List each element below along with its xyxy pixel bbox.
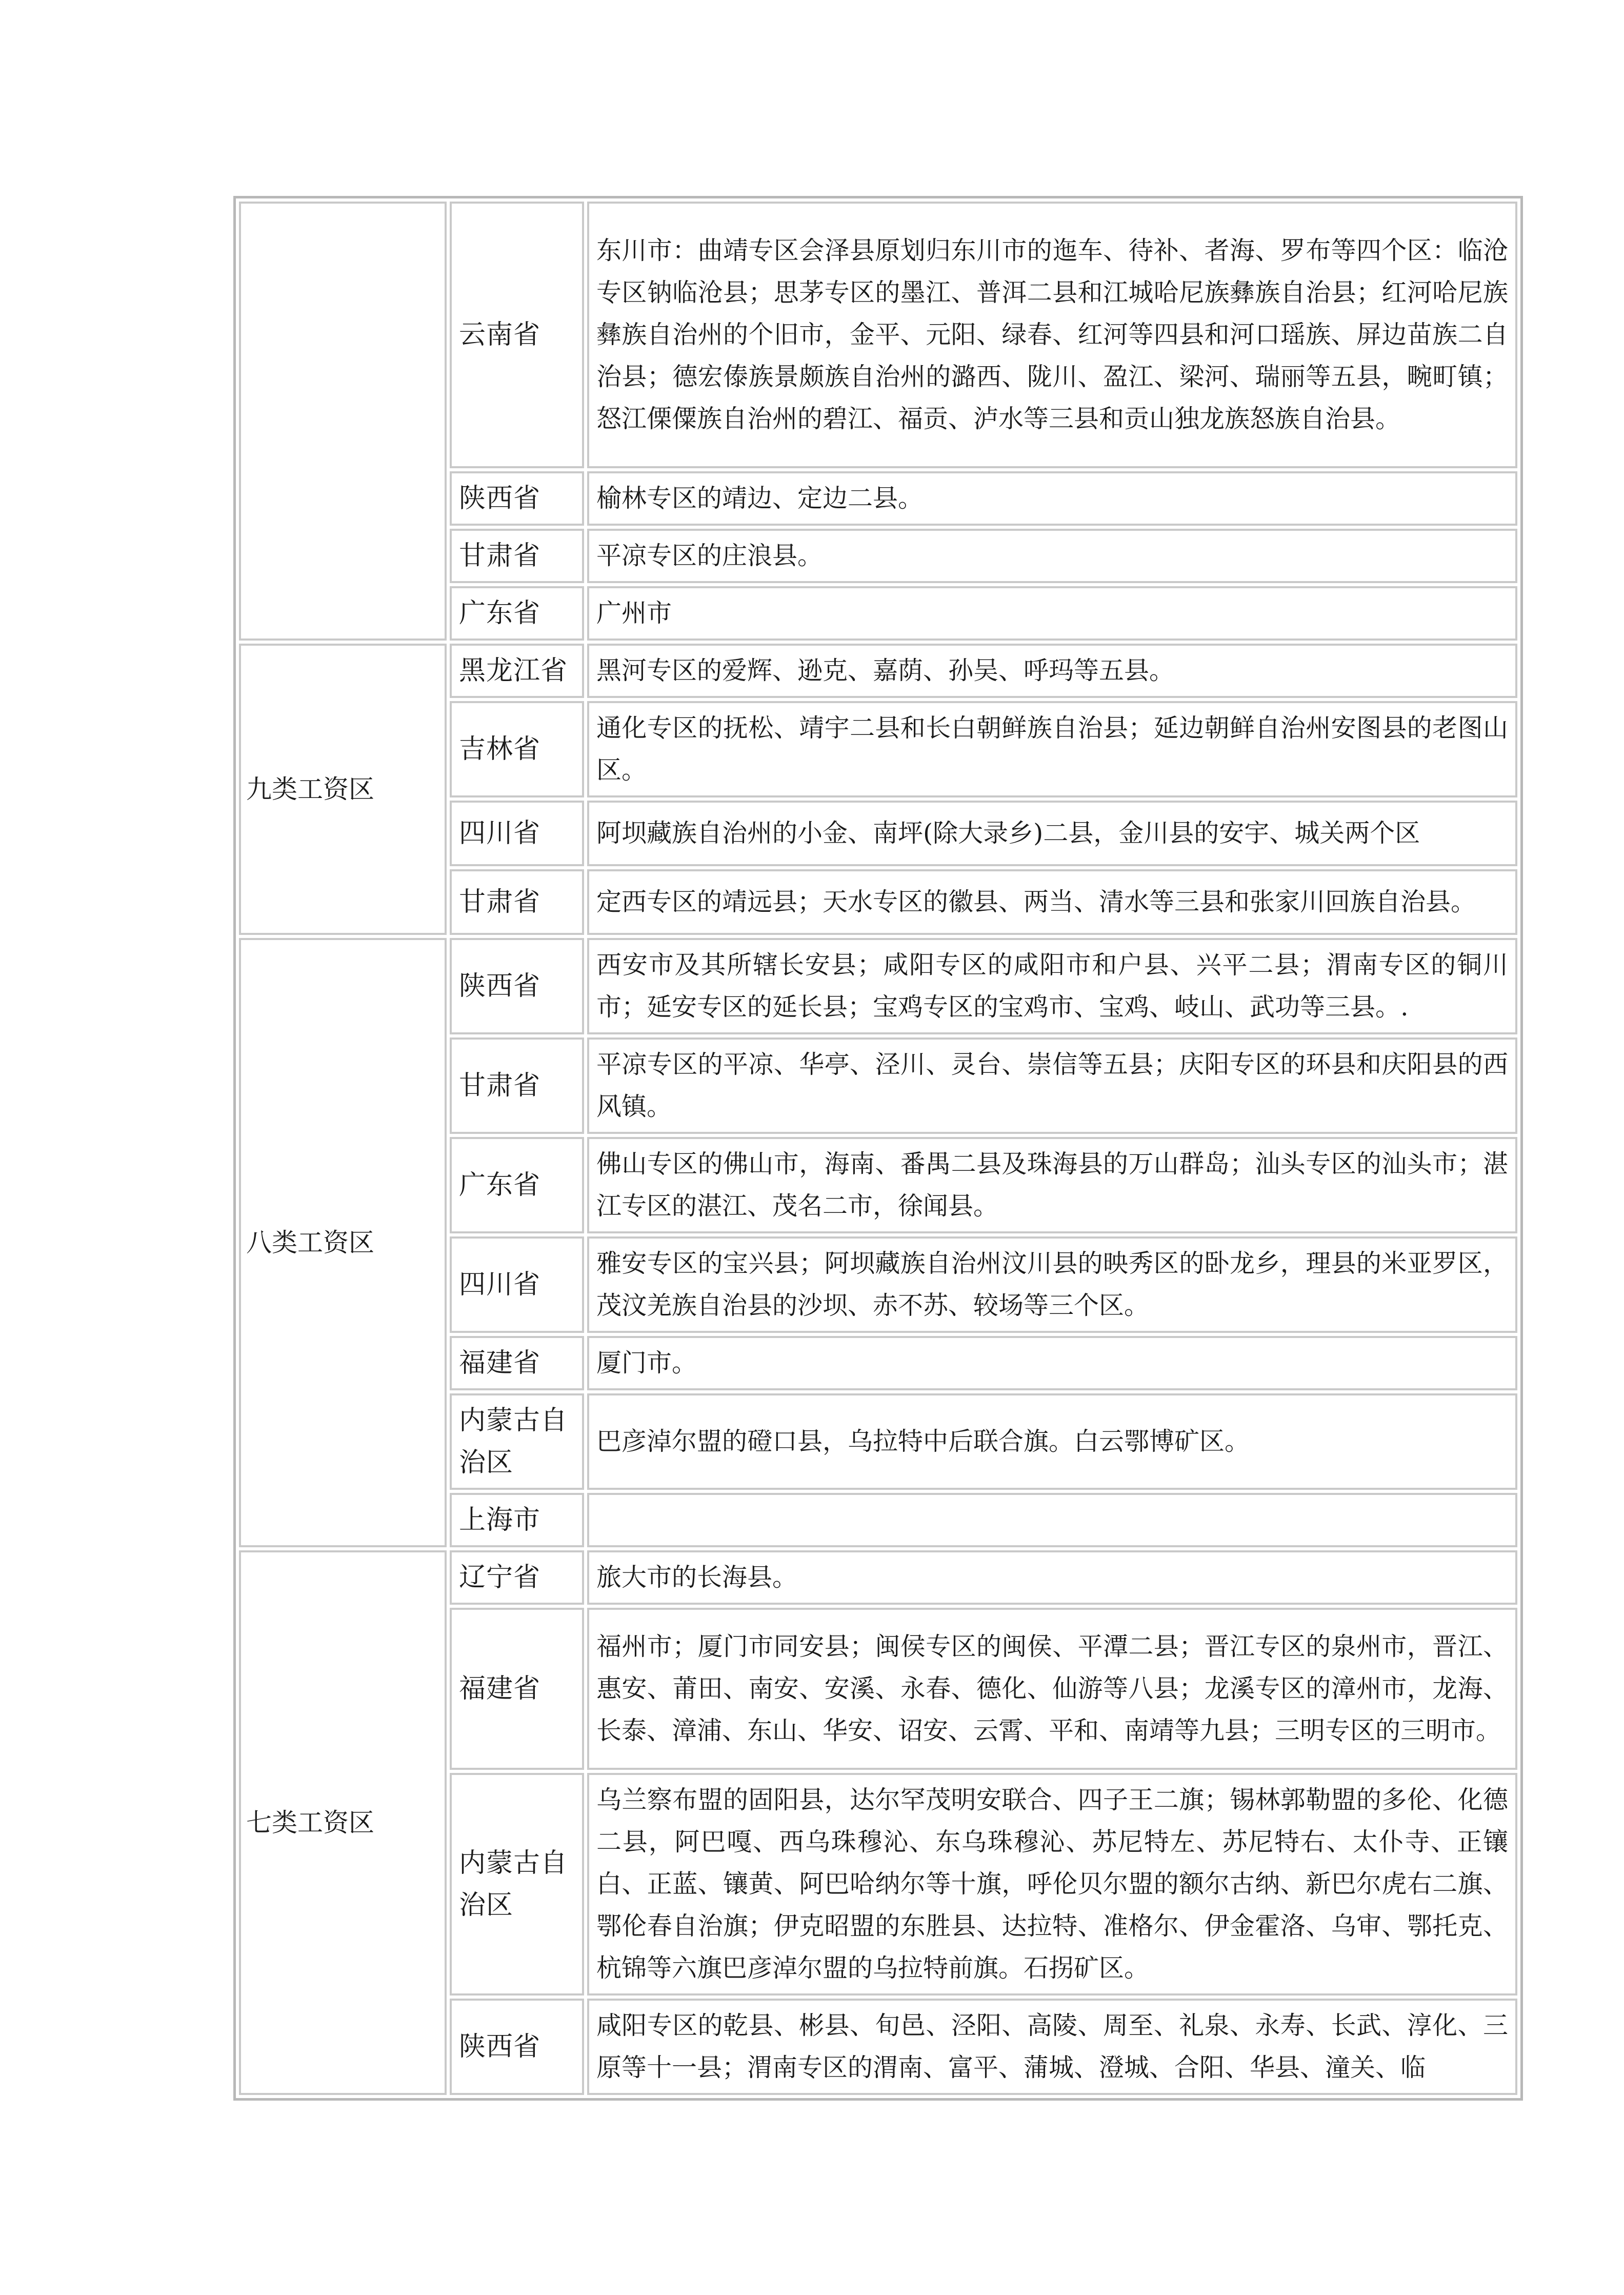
area-description-cell: 佛山专区的佛山市，海南、番禺二县及珠海县的万山群岛；汕头专区的汕头市；湛江专区的湛江、茂名二市，徐闻县。 (587, 1137, 1517, 1233)
area-description-cell: 平凉专区的庄浪县。 (587, 529, 1517, 583)
province-cell: 四川省 (450, 1236, 584, 1333)
wage-zone-table (233, 196, 1523, 2101)
area-description-cell: 定西专区的靖远县；天水专区的徽县、两当、清水等三县和张家川回族自治县。 (587, 869, 1517, 935)
area-description-cell: 榆林专区的靖边、定边二县。 (587, 471, 1517, 526)
area-description-cell: 阿坝藏族自治州的小金、南坪(除大录乡)二县，金川县的安宇、城关两个区 (587, 801, 1517, 866)
area-description-cell: 福州市；厦门市同安县；闽侯专区的闽侯、平潭二县；晋江专区的泉州市，晋江、惠安、莆田、南安、安溪、永春、德化、仙游等八县；龙溪专区的漳州市，龙海、长泰、漳浦、东山、华安、诏安、云霄、平和、南靖等九县；三明专区的三明市。 (587, 1608, 1517, 1770)
province-cell: 陕西省 (450, 471, 584, 526)
table-row (239, 1550, 1517, 1605)
area-description-cell: 厦门市。 (587, 1336, 1517, 1390)
province-cell: 吉林省 (450, 701, 584, 797)
province-cell: 甘肃省 (450, 1037, 584, 1134)
province-cell: 黑龙江省 (450, 644, 584, 698)
wage-zone-category: 八类工资区 (239, 938, 447, 1547)
province-cell: 陕西省 (450, 938, 584, 1034)
province-cell: 辽宁省 (450, 1550, 584, 1605)
table-row (239, 644, 1517, 698)
area-description-cell: 咸阳专区的乾县、彬县、旬邑、泾阳、高陵、周至、礼泉、永寿、长武、淳化、三原等十一县；渭南专区的渭南、富平、蒲城、澄城、合阳、华县、潼关、临 (587, 1999, 1517, 2095)
province-cell: 陕西省 (450, 1999, 584, 2095)
province-cell: 四川省 (450, 801, 584, 866)
province-cell: 福建省 (450, 1608, 584, 1770)
province-cell: 甘肃省 (450, 869, 584, 935)
area-description-cell: 东川市：曲靖专区会泽县原划归东川市的迤车、待补、者海、罗布等四个区：临沧专区钠临沧县；思茅专区的墨江、普洱二县和江城哈尼族彝族自治县；红河哈尼族彝族自治州的个旧市，金平、元阳、绿春、红河等四县和河口瑶族、屏边苗族二自治县；德宏傣族景颇族自治州的潞西、陇川、盈江、梁河、瑞丽等五县，畹町镇；怒江傈僳族自治州的碧江、福贡、泸水等三县和贡山独龙族怒族自治县。 (587, 202, 1517, 468)
province-cell: 内蒙古自治区 (450, 1393, 584, 1490)
area-description-cell: 通化专区的抚松、靖宇二县和长白朝鲜族自治县；延边朝鲜自治州安图县的老图山区。 (587, 701, 1517, 797)
province-cell: 上海市 (450, 1493, 584, 1547)
wage-zone-category (239, 202, 447, 641)
area-description-cell: 广州市 (587, 586, 1517, 641)
area-description-cell (587, 1493, 1517, 1547)
area-description-cell: 平凉专区的平凉、华亭、泾川、灵台、崇信等五县；庆阳专区的环县和庆阳县的西风镇。 (587, 1037, 1517, 1134)
area-description-cell: 巴彦淖尔盟的磴口县，乌拉特中后联合旗。白云鄂博矿区。 (587, 1393, 1517, 1490)
area-description-cell: 西安市及其所辖长安县；咸阳专区的咸阳市和户县、兴平二县；渭南专区的铜川市；延安专区的延长县；宝鸡专区的宝鸡市、宝鸡、岐山、武功等三县。. (587, 938, 1517, 1034)
province-cell: 云南省 (450, 202, 584, 468)
area-description-cell: 乌兰察布盟的固阳县，达尔罕茂明安联合、四子王二旗；锡林郭勒盟的多伦、化德二县，阿巴嘎、西乌珠穆沁、东乌珠穆沁、苏尼特左、苏尼特右、太仆寺、正镶白、正蓝、镶黄、阿巴哈纳尔等十旗，呼伦贝尔盟的额尔古纳、新巴尔虎右二旗、鄂伦春自治旗；伊克昭盟的东胜县、达拉特、准格尔、伊金霍洛、乌审、鄂托克、杭锦等六旗巴彦淖尔盟的乌拉特前旗。石拐矿区。 (587, 1773, 1517, 1995)
table-row (239, 938, 1517, 1034)
province-cell: 广东省 (450, 586, 584, 641)
area-description-cell: 黑河专区的爱辉、逊克、嘉荫、孙吴、呼玛等五县。 (587, 644, 1517, 698)
province-cell: 甘肃省 (450, 529, 584, 583)
table-row (239, 202, 1517, 468)
area-description-cell: 雅安专区的宝兴县；阿坝藏族自治州汶川县的映秀区的卧龙乡，理县的米亚罗区，茂汶羌族自治县的沙坝、赤不苏、较场等三个区。 (587, 1236, 1517, 1333)
province-cell: 内蒙古自治区 (450, 1773, 584, 1995)
province-cell: 广东省 (450, 1137, 584, 1233)
wage-zone-category: 七类工资区 (239, 1550, 447, 2095)
area-description-cell: 旅大市的长海县。 (587, 1550, 1517, 1605)
table-body (239, 202, 1517, 2095)
province-cell: 福建省 (450, 1336, 584, 1390)
wage-zone-category: 九类工资区 (239, 644, 447, 935)
